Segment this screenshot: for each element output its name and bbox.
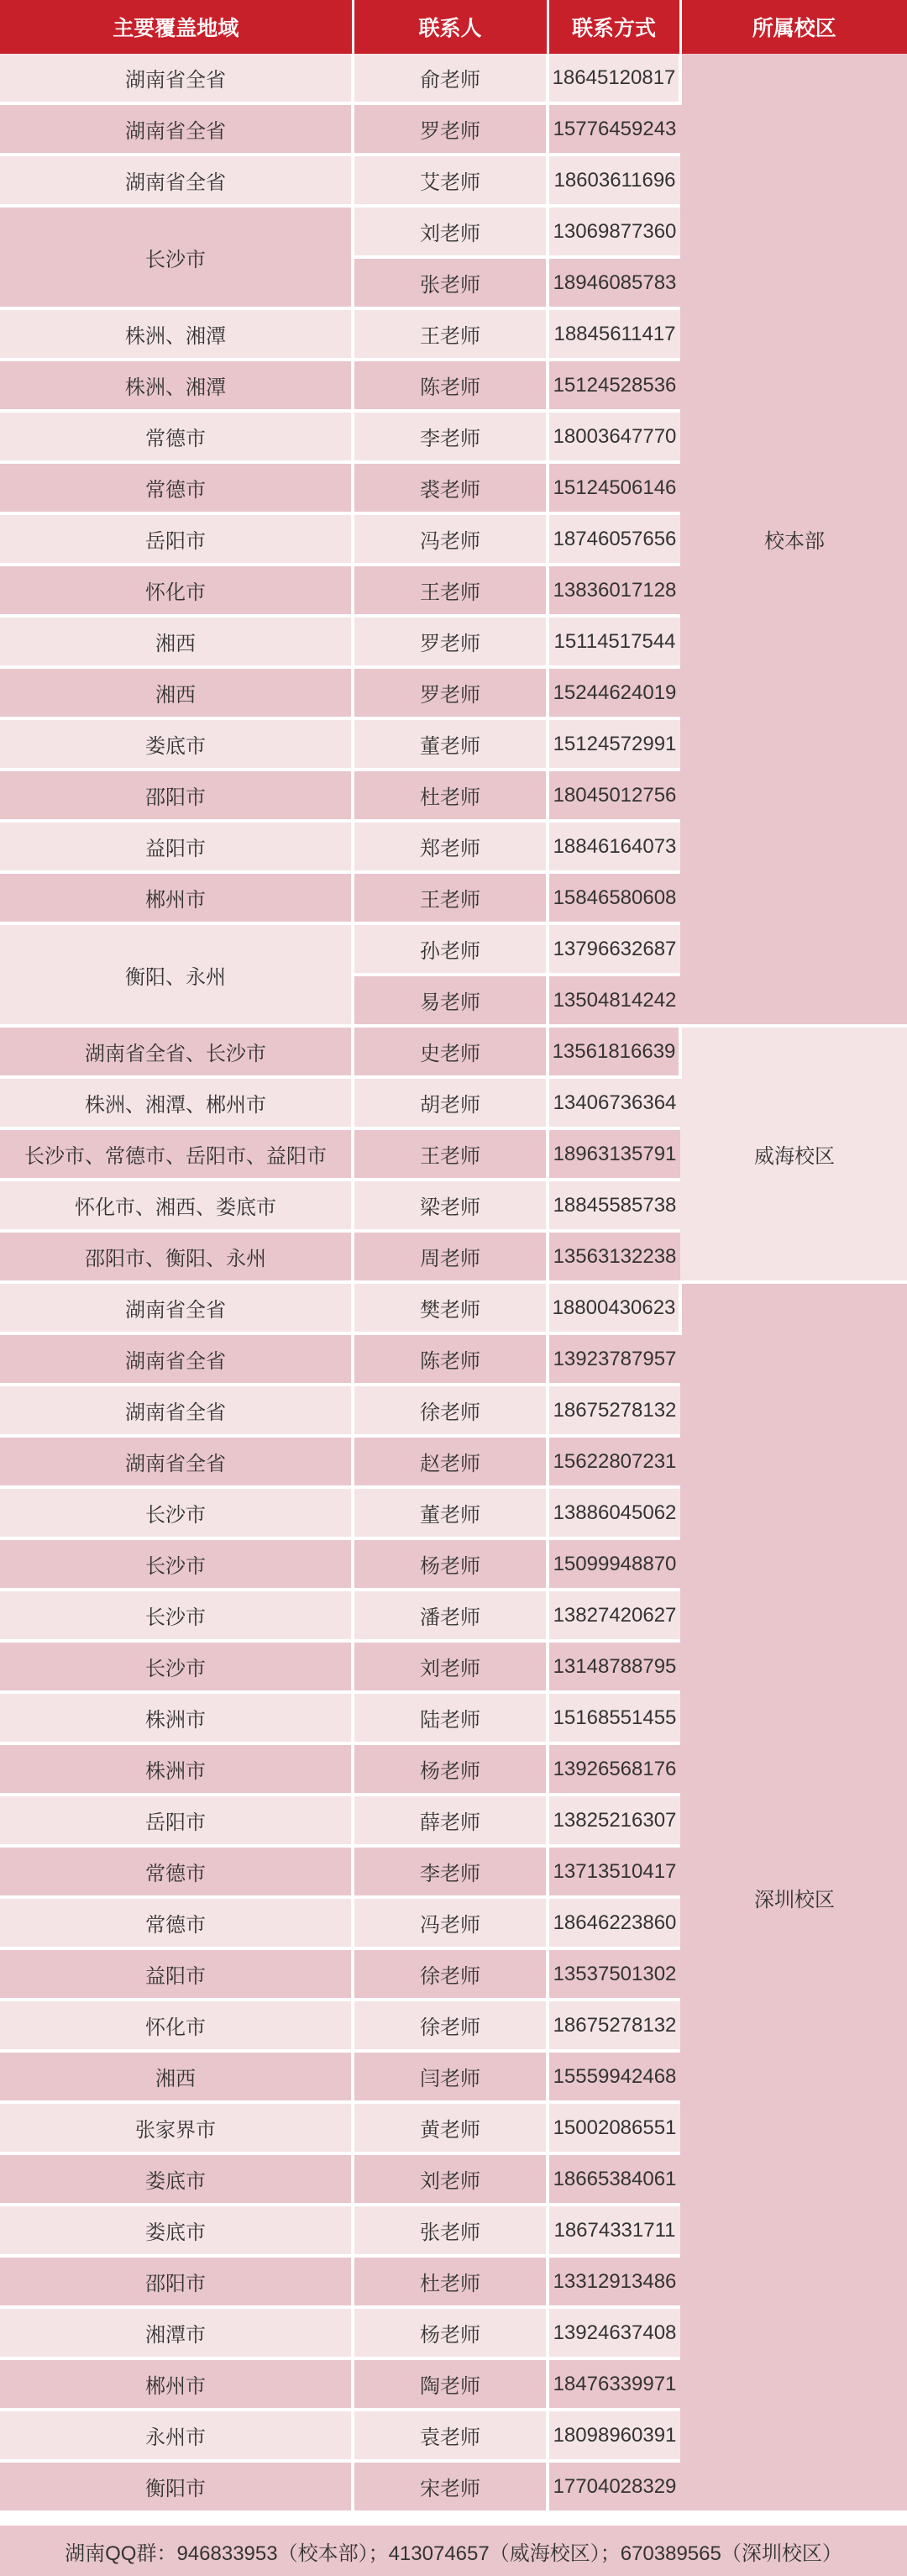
contact-name-cell: 孙老师 (353, 923, 548, 975)
phone-cell: 18675278132 (548, 1385, 680, 1436)
phone-cell: 18845585738 (548, 1180, 680, 1231)
contact-name-cell: 闫老师 (353, 2051, 548, 2102)
phone-cell: 18946085783 (548, 257, 680, 308)
contact-name-cell: 杜老师 (353, 770, 548, 821)
region-cell: 长沙市 (0, 1590, 353, 1641)
contact-name-cell: 王老师 (353, 1128, 548, 1180)
contact-name-cell: 艾老师 (353, 155, 548, 206)
region-cell: 娄底市 (0, 2205, 353, 2256)
region-cell: 邵阳市、衡阳、永州 (0, 1231, 353, 1282)
region-cell: 湖南省全省 (0, 103, 353, 155)
header-phone: 联系方式 (548, 0, 680, 54)
phone-cell: 13563132238 (548, 1231, 680, 1282)
phone-cell: 13537501302 (548, 1948, 680, 2000)
phone-cell: 13836017128 (548, 565, 680, 616)
phone-cell: 13825216307 (548, 1795, 680, 1846)
region-cell: 怀化市 (0, 565, 353, 616)
contact-name-cell: 徐老师 (353, 1385, 548, 1436)
table-header (0, 0, 907, 54)
phone-cell: 15168551455 (548, 1692, 680, 1743)
contact-name-cell: 杨老师 (353, 1538, 548, 1590)
region-cell: 湖南省全省 (0, 1282, 353, 1333)
region-cell: 湖南省全省 (0, 155, 353, 206)
contact-name-cell: 冯老师 (353, 513, 548, 565)
phone-cell: 15114517544 (548, 616, 680, 667)
region-cell: 郴州市 (0, 2358, 353, 2410)
phone-cell: 18045012756 (548, 770, 680, 821)
phone-cell: 13561816639 (548, 1026, 680, 1077)
phone-cell: 18603611696 (548, 155, 680, 206)
region-cell: 邵阳市 (0, 770, 353, 821)
region-cell: 株洲市 (0, 1743, 353, 1795)
phone-cell: 15559942468 (548, 2051, 680, 2102)
phone-cell: 13312913486 (548, 2256, 680, 2307)
region-cell: 湘潭市 (0, 2307, 353, 2358)
region-cell: 娄底市 (0, 718, 353, 770)
contact-name-cell: 薛老师 (353, 1795, 548, 1846)
phone-cell: 18963135791 (548, 1128, 680, 1180)
contact-name-cell: 樊老师 (353, 1282, 548, 1333)
contact-name-cell: 袁老师 (353, 2410, 548, 2461)
phone-cell: 18674331711 (548, 2205, 680, 2256)
phone-cell: 18746057656 (548, 513, 680, 565)
region-cell: 岳阳市 (0, 513, 353, 565)
contact-name-cell: 陆老师 (353, 1692, 548, 1743)
region-cell: 怀化市、湘西、娄底市 (0, 1180, 353, 1231)
region-cell: 衡阳、永州 (0, 923, 353, 1026)
contact-name-cell: 杜老师 (353, 2256, 548, 2307)
contact-name-cell: 杨老师 (353, 2307, 548, 2358)
region-cell: 湘西 (0, 616, 353, 667)
table-row (0, 1026, 907, 1077)
contact-name-cell: 王老师 (353, 565, 548, 616)
contact-name-cell: 俞老师 (353, 54, 548, 103)
contact-name-cell: 张老师 (353, 2205, 548, 2256)
phone-cell: 13069877360 (548, 206, 680, 257)
contact-name-cell: 罗老师 (353, 616, 548, 667)
region-cell: 郴州市 (0, 872, 353, 923)
contact-name-cell: 王老师 (353, 872, 548, 923)
region-cell: 邵阳市 (0, 2256, 353, 2307)
phone-cell: 13148788795 (548, 1641, 680, 1692)
campus-cell: 深圳校区 (680, 1282, 907, 2510)
campus-cell: 校本部 (680, 54, 907, 1026)
phone-cell: 13504814242 (548, 975, 680, 1026)
region-cell: 湖南省全省 (0, 1385, 353, 1436)
region-cell: 益阳市 (0, 1948, 353, 2000)
phone-cell: 18665384061 (548, 2153, 680, 2205)
phone-cell: 17704028329 (548, 2461, 680, 2510)
phone-cell: 15124506146 (548, 462, 680, 513)
contact-name-cell: 徐老师 (353, 2000, 548, 2051)
phone-cell: 15846580608 (548, 872, 680, 923)
phone-cell: 18646223860 (548, 1897, 680, 1948)
region-cell: 株洲、湘潭、郴州市 (0, 1077, 353, 1128)
phone-cell: 13926568176 (548, 1743, 680, 1795)
contact-name-cell: 张老师 (353, 257, 548, 308)
contact-name-cell: 杨老师 (353, 1743, 548, 1795)
region-cell: 湖南省全省 (0, 1333, 353, 1385)
phone-cell: 15002086551 (548, 2102, 680, 2153)
contact-name-cell: 胡老师 (353, 1077, 548, 1128)
region-cell: 湖南省全省 (0, 1436, 353, 1487)
contact-name-cell: 潘老师 (353, 1590, 548, 1641)
region-cell: 怀化市 (0, 2000, 353, 2051)
contact-name-cell: 陈老师 (353, 360, 548, 411)
region-cell: 张家界市 (0, 2102, 353, 2153)
phone-cell: 18675278132 (548, 2000, 680, 2051)
region-cell: 衡阳市 (0, 2461, 353, 2510)
phone-cell: 13923787957 (548, 1333, 680, 1385)
contact-name-cell: 宋老师 (353, 2461, 548, 2510)
contact-name-cell: 赵老师 (353, 1436, 548, 1487)
region-cell: 长沙市 (0, 206, 353, 308)
region-cell: 常德市 (0, 462, 353, 513)
region-cell: 益阳市 (0, 821, 353, 872)
region-cell: 岳阳市 (0, 1795, 353, 1846)
table-body (0, 54, 907, 2510)
phone-cell: 15124572991 (548, 718, 680, 770)
phone-cell: 18800430623 (548, 1282, 680, 1333)
table-row (0, 1282, 907, 1333)
phone-cell: 18645120817 (548, 54, 680, 103)
contact-name-cell: 董老师 (353, 718, 548, 770)
phone-cell: 18098960391 (548, 2410, 680, 2461)
region-cell: 长沙市、常德市、岳阳市、益阳市 (0, 1128, 353, 1180)
region-cell: 株洲、湘潭 (0, 360, 353, 411)
region-cell: 娄底市 (0, 2153, 353, 2205)
region-cell: 长沙市 (0, 1487, 353, 1538)
region-cell: 长沙市 (0, 1641, 353, 1692)
phone-cell: 13713510417 (548, 1846, 680, 1897)
table-row (0, 54, 907, 103)
contact-name-cell: 黄老师 (353, 2102, 548, 2153)
contact-name-cell: 史老师 (353, 1026, 548, 1077)
contact-name-cell: 王老师 (353, 308, 548, 360)
region-cell: 湖南省全省、长沙市 (0, 1026, 353, 1077)
region-cell: 株洲、湘潭 (0, 308, 353, 360)
phone-cell: 13406736364 (548, 1077, 680, 1128)
contact-name-cell: 陈老师 (353, 1333, 548, 1385)
header-region: 主要覆盖地域 (0, 0, 353, 54)
region-cell: 常德市 (0, 1897, 353, 1948)
phone-cell: 15099948870 (548, 1538, 680, 1590)
phone-cell: 13886045062 (548, 1487, 680, 1538)
region-cell: 常德市 (0, 411, 353, 462)
phone-cell: 18846164073 (548, 821, 680, 872)
region-cell: 永州市 (0, 2410, 353, 2461)
region-cell: 常德市 (0, 1846, 353, 1897)
phone-cell: 13924637408 (548, 2307, 680, 2358)
contact-name-cell: 罗老师 (353, 667, 548, 718)
qq-group-footer: 湖南QQ群：946833953（校本部）；413074657（威海校区）；670389565（深圳校区） (0, 2526, 907, 2576)
header-row (0, 0, 907, 54)
region-cell: 湖南省全省 (0, 54, 353, 103)
phone-cell: 13827420627 (548, 1590, 680, 1641)
contact-name-cell: 刘老师 (353, 1641, 548, 1692)
contact-name-cell: 冯老师 (353, 1897, 548, 1948)
contact-name-cell: 陶老师 (353, 2358, 548, 2410)
header-contact: 联系人 (353, 0, 548, 54)
contact-name-cell: 李老师 (353, 411, 548, 462)
campus-cell: 威海校区 (680, 1026, 907, 1282)
contact-name-cell: 李老师 (353, 1846, 548, 1897)
header-campus: 所属校区 (680, 0, 907, 54)
phone-cell: 13796632687 (548, 923, 680, 975)
contact-name-cell: 梁老师 (353, 1180, 548, 1231)
contact-name-cell: 易老师 (353, 975, 548, 1026)
region-cell: 株洲市 (0, 1692, 353, 1743)
phone-cell: 15244624019 (548, 667, 680, 718)
contact-name-cell: 罗老师 (353, 103, 548, 155)
contact-name-cell: 董老师 (353, 1487, 548, 1538)
region-cell: 湘西 (0, 667, 353, 718)
contact-name-cell: 周老师 (353, 1231, 548, 1282)
phone-cell: 15776459243 (548, 103, 680, 155)
contact-name-cell: 郑老师 (353, 821, 548, 872)
phone-cell: 15124528536 (548, 360, 680, 411)
region-cell: 湘西 (0, 2051, 353, 2102)
phone-cell: 18845611417 (548, 308, 680, 360)
phone-cell: 18476339971 (548, 2358, 680, 2410)
contact-name-cell: 徐老师 (353, 1948, 548, 2000)
contact-name-cell: 刘老师 (353, 2153, 548, 2205)
region-cell: 长沙市 (0, 1538, 353, 1590)
phone-cell: 18003647770 (548, 411, 680, 462)
phone-cell: 15622807231 (548, 1436, 680, 1487)
contact-name-cell: 裘老师 (353, 462, 548, 513)
contact-name-cell: 刘老师 (353, 206, 548, 257)
